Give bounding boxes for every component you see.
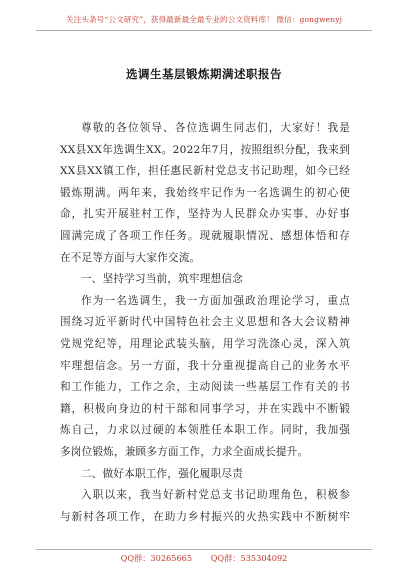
body-line: 入职以来，我当好新村党总支书记助理角色，积极参: [81, 489, 350, 502]
body-line: 围绕习近平新时代中国特色社会主义思想和各大会议精神: [60, 316, 350, 329]
body-line: 多岗位锻炼，兼顾多方面工作，力求全面成长提升。: [60, 445, 309, 458]
document-title: 选调生基层锻炼期满述职报告: [126, 67, 282, 81]
body-line: 籍，积极向身边的村干部和同事学习，并在实践中不断锻: [60, 402, 350, 415]
body-line: 作为一名选调生，我一方面加强政治理论学习，重点: [81, 294, 350, 307]
body-line: 在不足等方面与大家作交流。: [60, 251, 201, 264]
body-line: 与新村各项工作，在助力乡村振兴的火热实践中不断树牢: [60, 510, 350, 523]
footer-divider: [36, 549, 372, 550]
footer-qq-group-2: QQ群：535304092: [210, 553, 288, 563]
document-body: [60, 118, 350, 528]
footer-qq-group-1: QQ群：30265665: [120, 553, 193, 563]
body-line: 锻炼期满。两年来，我始终牢记作为一名选调生的初心使: [60, 186, 350, 199]
body-line: 党规党纪等，用理论武装头脑，用学习洗涤心灵，深入筑: [60, 337, 350, 350]
header-promo-note: 关注头条号“公文研究”，获得最新最全最专业的公文资料库！ 微信：gongwenyj: [65, 15, 343, 24]
header-divider: [36, 30, 372, 31]
body-line: 圆满完成了各项工作任务。现就履职情况、感想体悟和存: [60, 229, 350, 242]
body-line: 炼自己，力求以过硬的本领胜任本职工作。同时，我加强: [60, 424, 350, 437]
footer-contact: [0, 553, 408, 564]
body-line: 尊敬的各位领导、各位选调生同志们，大家好！我是: [81, 122, 350, 134]
body-line: XX县XX镇工作，担任惠民新村党总支书记助理，如今已经: [60, 165, 350, 178]
body-line: 牢理想信念。另一方面，我十分重视提高自己的业务水平: [60, 359, 350, 372]
body-line: 和工作能力，工作之余，主动阅读一些基层工作有关的书: [60, 381, 350, 394]
body-line: 命，扎实开展驻村工作，坚持为人民群众办实事、办好事: [60, 208, 350, 221]
body-line: 一、坚持学习当前，筑牢理想信念: [81, 273, 243, 286]
body-line: 二、做好本职工作，强化履职尽责: [81, 467, 243, 480]
body-line: XX县XX年选调生XX。2022年7月，按照组织分配，我来到: [60, 143, 350, 156]
